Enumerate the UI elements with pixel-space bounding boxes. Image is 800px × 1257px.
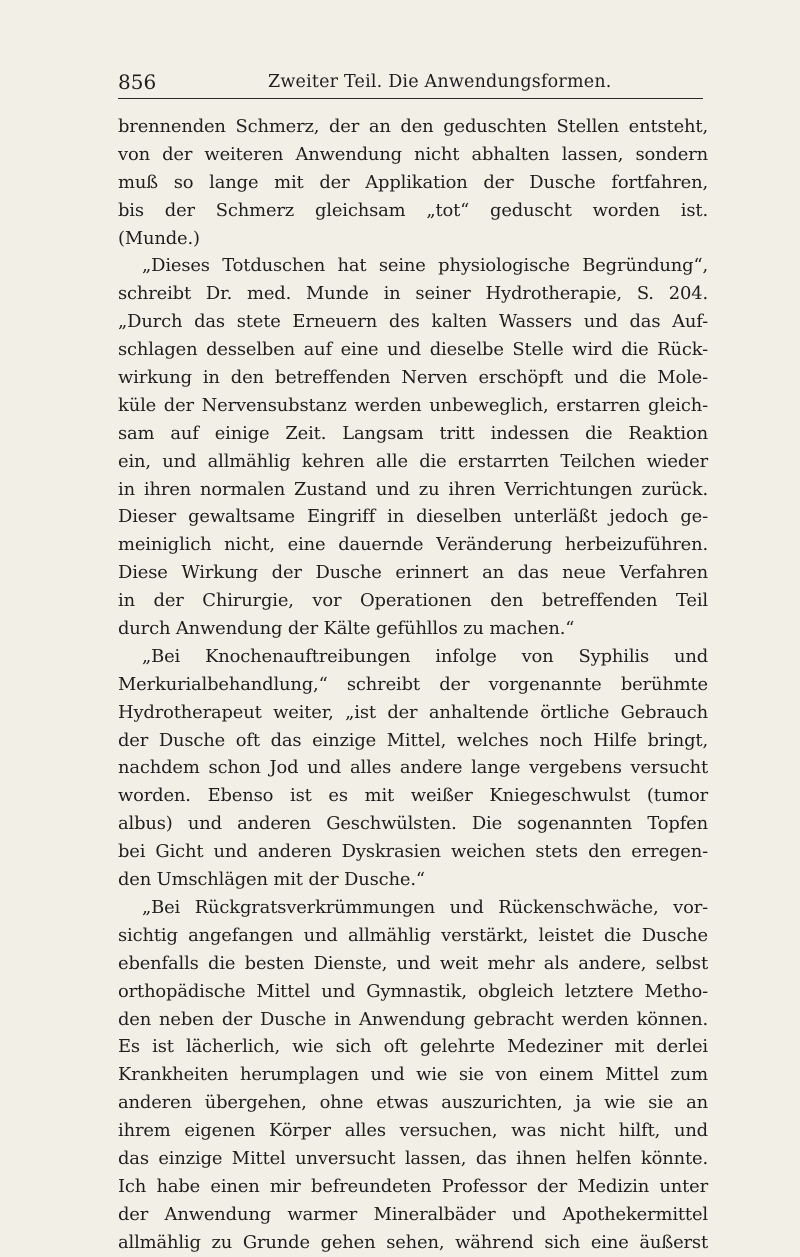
text-line: Hydrotherapeut weiter, „ist der anhaltende örtliche Gebrauch — [118, 701, 708, 723]
text-line: Merkurialbehandlung,“ schreibt der vorgenannte berühmte — [118, 673, 708, 695]
text-line: sam auf einige Zeit. Langsam tritt indessen die Reaktion — [118, 422, 708, 444]
text-line: Ich habe einen mir befreundeten Professor der Medizin unter — [118, 1175, 708, 1197]
text-line: Es ist lächerlich, wie sich oft gelehrte Medeziner mit derlei — [118, 1036, 708, 1058]
text-line: brennenden Schmerz, der an den geduschten Stellen entsteht, — [118, 116, 708, 137]
text-line: Dieser gewaltsame Eingriff in dieselben unterläßt jedoch ge- — [118, 506, 708, 528]
text-line: den Umschlägen mit der Dusche.“ — [118, 869, 425, 891]
paragraph — [118, 894, 708, 1257]
text-line: schreibt Dr. med. Munde in seiner Hydrotherapie, S. 204. — [118, 283, 708, 305]
text-line: Diese Wirkung der Dusche erinnert an das neue Verfahren — [118, 562, 708, 584]
text-line: muß so lange mit der Applikation der Dusche fortfahren, — [118, 171, 708, 193]
text-line: ebenfalls die besten Dienste, und weit mehr als andere, selbst — [118, 952, 708, 974]
text-line: nachdem schon Jod und alles andere lange vergebens versucht — [118, 757, 708, 779]
text-line: ihrem eigenen Körper alles versuchen, was nicht hilft, und — [118, 1120, 708, 1142]
text-line: schlagen desselben auf eine und dieselbe Stelle wird die Rück- — [118, 339, 708, 361]
text-line: „Dieses Totduschen hat seine physiologische Begründung“, — [142, 255, 708, 277]
paragraph — [118, 643, 708, 894]
page-header — [118, 64, 703, 99]
text-line: Krankheiten herumplagen und wie sie von einem Mittel zum — [118, 1064, 708, 1086]
text-line: albus) und anderen Geschwülsten. Die sogenannten Topfen — [118, 813, 708, 835]
text-line: worden. Ebenso ist es mit weißer Kniegeschwulst (tumor — [118, 785, 708, 807]
text-line: orthopädische Mittel und Gymnastik, obgleich letztere Metho- — [118, 980, 708, 1002]
paragraph — [118, 113, 708, 252]
body-text — [118, 113, 708, 1257]
text-line: „Bei Knochenauftreibungen infolge von Syphilis und — [142, 645, 708, 667]
text-line: bei Gicht und anderen Dyskrasien weichen stets den erregen- — [118, 841, 708, 863]
text-line: „Durch das stete Erneuern des kalten Wassers und das Auf- — [118, 311, 708, 333]
text-line: das einzige Mittel unversucht lassen, das ihnen helfen könnte. — [118, 1147, 708, 1169]
text-line: bis der Schmerz gleichsam „tot“ geduscht worden ist. — [118, 199, 708, 221]
text-line: den neben der Dusche in Anwendung gebracht werden können. — [118, 1008, 708, 1030]
running-head: Zweiter Teil. Die Anwendungsformen. — [268, 72, 612, 92]
text-line: küle der Nervensubstanz werden unbeweglich, erstarren gleich- — [118, 394, 708, 416]
text-line: „Bei Rückgratsverkrümmungen und Rückenschwäche, vor- — [142, 896, 708, 918]
text-line: in ihren normalen Zustand und zu ihren Verrichtungen zurück. — [118, 478, 708, 500]
text-line: der Dusche oft das einzige Mittel, welches noch Hilfe bringt, — [118, 729, 708, 751]
text-line: sichtig angefangen und allmählig verstärkt, leistet die Dusche — [118, 924, 708, 946]
text-line: wirkung in den betreffenden Nerven erschöpft und die Mole- — [118, 367, 708, 389]
text-line: allmählig zu Grunde gehen sehen, während sich eine äußerst — [118, 1231, 708, 1253]
page-number: 856 — [118, 70, 157, 94]
text-line: ein, und allmählig kehren alle die erstarrten Teilchen wieder — [118, 450, 708, 472]
text-line: von der weiteren Anwendung nicht abhalten lassen, sondern — [118, 143, 708, 165]
text-line: der Anwendung warmer Mineralbäder und Apothekermittel — [118, 1203, 708, 1225]
text-line: (Munde.) — [118, 227, 200, 249]
text-line: anderen übergehen, ohne etwas auszurichten, ja wie sie an — [118, 1092, 708, 1114]
text-line: meiniglich nicht, eine dauernde Veränderung herbeizuführen. — [118, 534, 708, 556]
paragraph — [118, 252, 708, 642]
text-line: durch Anwendung der Kälte gefühllos zu machen.“ — [118, 618, 575, 640]
text-line: in der Chirurgie, vor Operationen den betreffenden Teil — [118, 590, 708, 612]
